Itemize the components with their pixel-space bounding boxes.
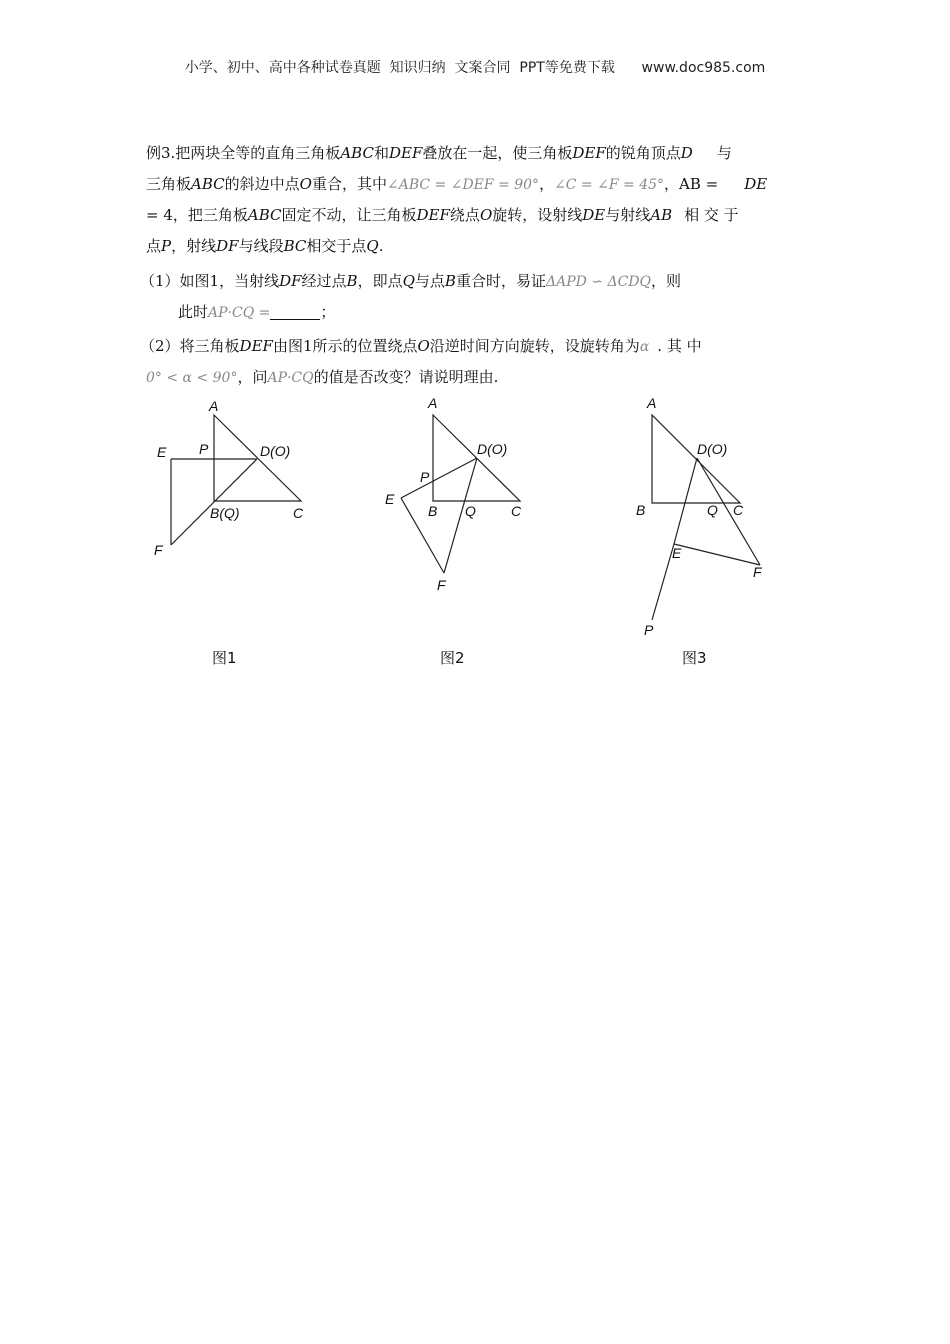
text: 由图1所示的位置绕点 <box>272 337 418 355</box>
label-f: F <box>753 564 762 580</box>
label-c: C <box>293 505 304 521</box>
label-b: B <box>428 503 438 519</box>
segment-de <box>674 458 697 544</box>
text: DE <box>744 175 768 193</box>
label-a: A <box>209 398 219 414</box>
figure-3 <box>620 390 790 640</box>
figure-2 <box>380 390 540 600</box>
text: Q <box>402 272 415 290</box>
text: DEF <box>572 144 606 162</box>
angle-formula: ∠C = ∠F = 45° <box>554 177 665 193</box>
text: ，则 <box>651 272 682 290</box>
text: 相交于点 <box>306 237 367 255</box>
alpha-symbol: α <box>639 339 650 355</box>
figure-1 <box>140 390 320 565</box>
label-d: D(O) <box>697 441 728 457</box>
text: （1）如图1，当射线 <box>140 272 280 290</box>
text: 的锐角顶点 <box>605 144 681 162</box>
label-e: E <box>385 491 395 507</box>
segment-ef <box>674 544 760 565</box>
label-c: C <box>733 502 744 518</box>
text: P <box>161 237 172 255</box>
text: 沿逆时间方向旋转，设旋转角为 <box>429 337 640 355</box>
text: DEF <box>388 144 423 162</box>
text: 与点 <box>414 272 445 290</box>
text: 点 <box>146 237 162 255</box>
text: （2）将三角板 <box>140 337 240 355</box>
label-a: A <box>428 395 438 411</box>
text: BC <box>283 237 307 255</box>
label-d: D(O) <box>260 443 291 459</box>
text: ； <box>320 303 336 321</box>
angle-formula: ∠ABC = ∠DEF = 90° <box>386 177 540 193</box>
label-b: B(Q) <box>210 505 240 521</box>
triangle-abc <box>652 415 740 503</box>
text: . <box>378 237 384 255</box>
label-e: E <box>672 545 682 561</box>
similarity-formula: ΔAPD ∽ ΔCDQ <box>545 274 651 290</box>
text: O <box>299 175 312 193</box>
text: 与线段 <box>238 237 284 255</box>
text: 重合，其中 <box>311 175 387 193</box>
text: Q <box>366 237 379 255</box>
question-1-line-1 <box>140 266 681 298</box>
label-e: E <box>157 444 167 460</box>
text: 与射线 <box>605 206 651 224</box>
text: 和 <box>373 144 389 162</box>
question-1-line-2 <box>178 297 335 329</box>
text: 旋转，设射线 <box>492 206 583 224</box>
segment-de <box>401 458 477 498</box>
figure-3-caption: 图3 <box>682 649 707 667</box>
text: 相 交 于 <box>684 206 739 224</box>
text: B <box>346 272 358 290</box>
text: ， <box>539 175 555 193</box>
label-p: P <box>199 441 209 457</box>
text: = 4，把三角板 <box>146 206 248 224</box>
answer-blank[interactable] <box>270 303 320 320</box>
text: DE <box>582 206 606 224</box>
product-formula: AP·CQ = <box>208 305 271 321</box>
text: ，问 <box>237 368 268 386</box>
problem-line-4 <box>146 231 383 262</box>
text: O <box>479 206 493 224</box>
text: ，射线 <box>171 237 217 255</box>
problem-line-1 <box>146 138 732 169</box>
label-f: F <box>154 542 163 558</box>
figure-1-caption: 图1 <box>212 649 237 667</box>
text: ，即点 <box>357 272 403 290</box>
text: B <box>444 272 456 290</box>
text: 的值是否改变？请说明理由. <box>313 368 499 386</box>
text: ，AB = <box>664 175 719 193</box>
text: DEF <box>239 337 273 355</box>
label-c: C <box>511 503 522 519</box>
label-q: Q <box>465 503 476 519</box>
text: DF <box>279 272 302 290</box>
text: DEF <box>416 206 450 224</box>
text: 叠放在一起，使三角板 <box>422 144 573 162</box>
range-formula: 0° < α < 90° <box>146 370 238 386</box>
text: ABC <box>191 175 225 193</box>
question-2-line-1 <box>140 331 702 363</box>
text: 的斜边中点 <box>224 175 300 193</box>
text: . 其 中 <box>657 337 702 355</box>
text: DF <box>216 237 239 255</box>
figure-2-caption: 图2 <box>440 649 465 667</box>
segment-ef <box>401 498 444 573</box>
label-p: P <box>420 469 430 485</box>
text: 此时 <box>178 303 209 321</box>
text: 例3.把两块全等的直角三角板 <box>146 144 341 162</box>
text: O <box>417 337 430 355</box>
text: 绕点 <box>449 206 480 224</box>
page-header: 小学、初中、高中各种试卷真题 知识归纳 文案合同 PPT等免费下载 www.doc985.com <box>184 60 766 76</box>
problem-line-2 <box>146 169 767 201</box>
text: 固定不动，让三角板 <box>281 206 417 224</box>
label-b: B <box>636 502 646 518</box>
text: 重合时，易证 <box>455 272 546 290</box>
text: 三角板 <box>146 175 192 193</box>
text: ABC <box>340 144 374 162</box>
label-q: Q <box>707 502 718 518</box>
text: 与 <box>716 144 732 162</box>
label-d: D(O) <box>477 441 508 457</box>
product-formula: AP·CQ <box>267 370 314 386</box>
label-f: F <box>437 577 446 593</box>
text: 经过点 <box>301 272 347 290</box>
problem-line-3 <box>146 200 739 231</box>
label-a: A <box>647 395 657 411</box>
label-p: P <box>644 622 654 638</box>
segment-ep <box>652 544 674 620</box>
text: AB <box>650 206 673 224</box>
text: D <box>680 144 693 162</box>
text: ABC <box>247 206 282 224</box>
